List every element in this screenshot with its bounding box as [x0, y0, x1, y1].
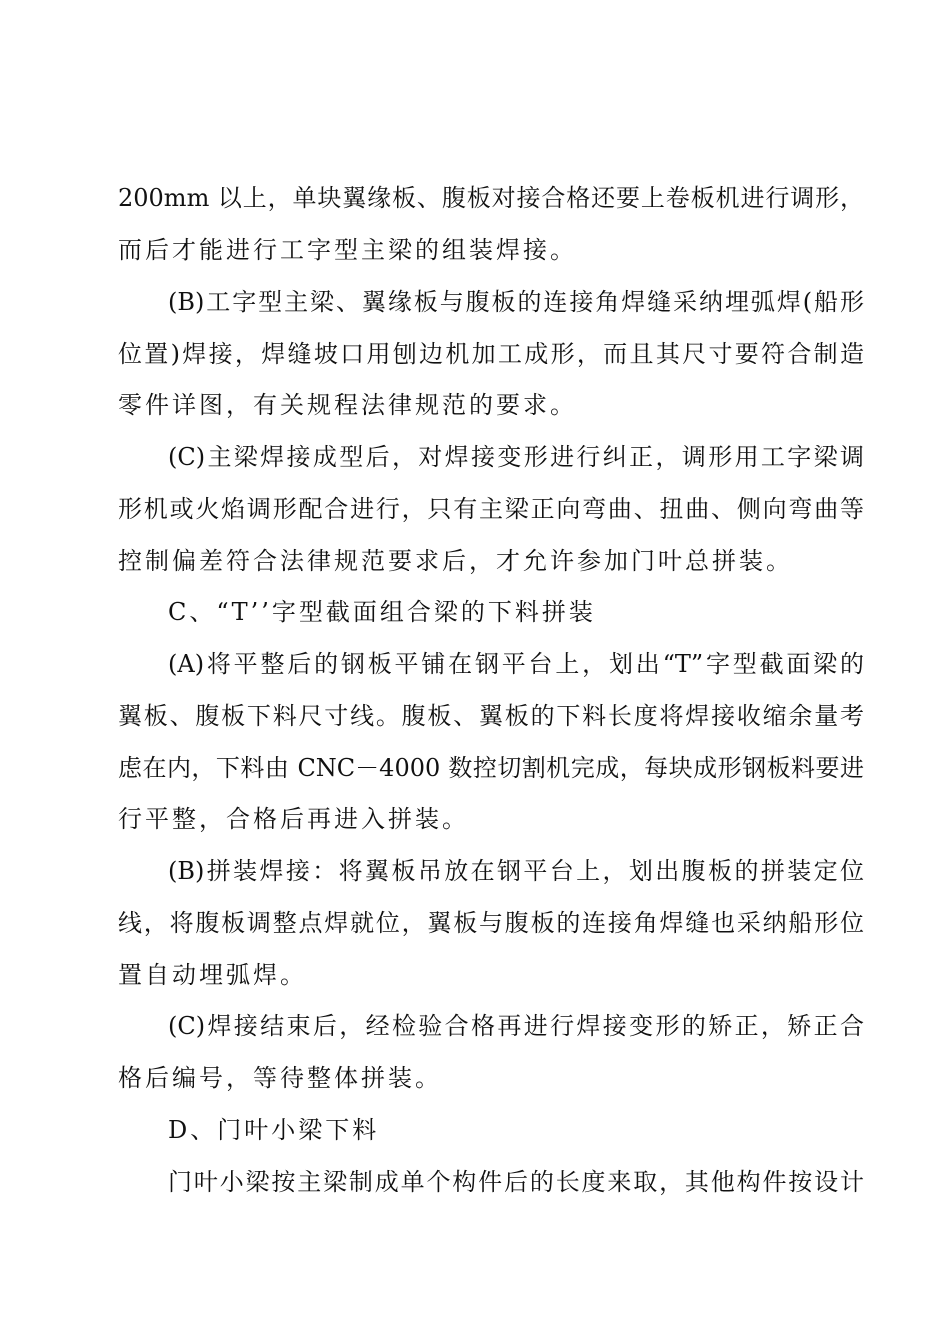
text-line-15: 线，将腹板调整点焊就位，翼板与腹板的连接角焊缝也采纳船形位 — [118, 909, 864, 937]
text-line-5: 零件详图，有关规程法律规范的要求。 — [118, 391, 577, 419]
text-line-2: 而后才能进行工字型主梁的组装焊接。 — [118, 236, 577, 264]
text-line-3: (B)工字型主梁、翼缘板与腹板的连接角焊缝采纳埋弧焊(船形 — [168, 288, 864, 316]
text-line-16: 置自动埋弧焊。 — [118, 961, 307, 989]
text-line-6: (C)主梁焊接成型后，对焊接变形进行纠正，调形用工字梁调 — [168, 443, 864, 471]
text-line-4: 位置)焊接，焊缝坡口用刨边机加工成形，而且其尺寸要符合制造 — [118, 340, 864, 368]
text-line-12: 虑在内，下料由 CNC－4000 数控切割机完成，每块成形钢板料要进 — [118, 754, 864, 782]
text-line-10: (A)将平整后的钢板平铺在钢平台上，划出“T”字型截面梁的 — [168, 650, 864, 678]
text-line-17: (C)焊接结束后，经检验合格再进行焊接变形的矫正，矫正合 — [168, 1012, 864, 1040]
text-line-7: 形机或火焰调形配合进行，只有主梁正向弯曲、扭曲、侧向弯曲等 — [118, 495, 864, 523]
section-heading-c: C、“T’’字型截面组合梁的下料拼装 — [168, 598, 596, 626]
text-line-18: 格后编号，等待整体拼装。 — [118, 1064, 442, 1092]
text-line-8: 控制偏差符合法律规范要求后，才允许参加门叶总拼装。 — [118, 547, 793, 575]
text-line-11: 翼板、腹板下料尺寸线。腹板、翼板的下料长度将焊接收缩余量考 — [118, 702, 864, 730]
section-heading-d: D、门叶小梁下料 — [168, 1116, 380, 1144]
text-line-13: 行平整，合格后再进入拼装。 — [118, 805, 469, 833]
text-line-1: 200mm 以上，单块翼缘板、腹板对接合格还要上卷板机进行调形， — [118, 184, 864, 212]
text-line-14: (B)拼装焊接：将翼板吊放在钢平台上，划出腹板的拼装定位 — [168, 857, 864, 885]
text-line-20: 门叶小梁按主梁制成单个构件后的长度来取，其他构件按设计 — [168, 1168, 864, 1196]
